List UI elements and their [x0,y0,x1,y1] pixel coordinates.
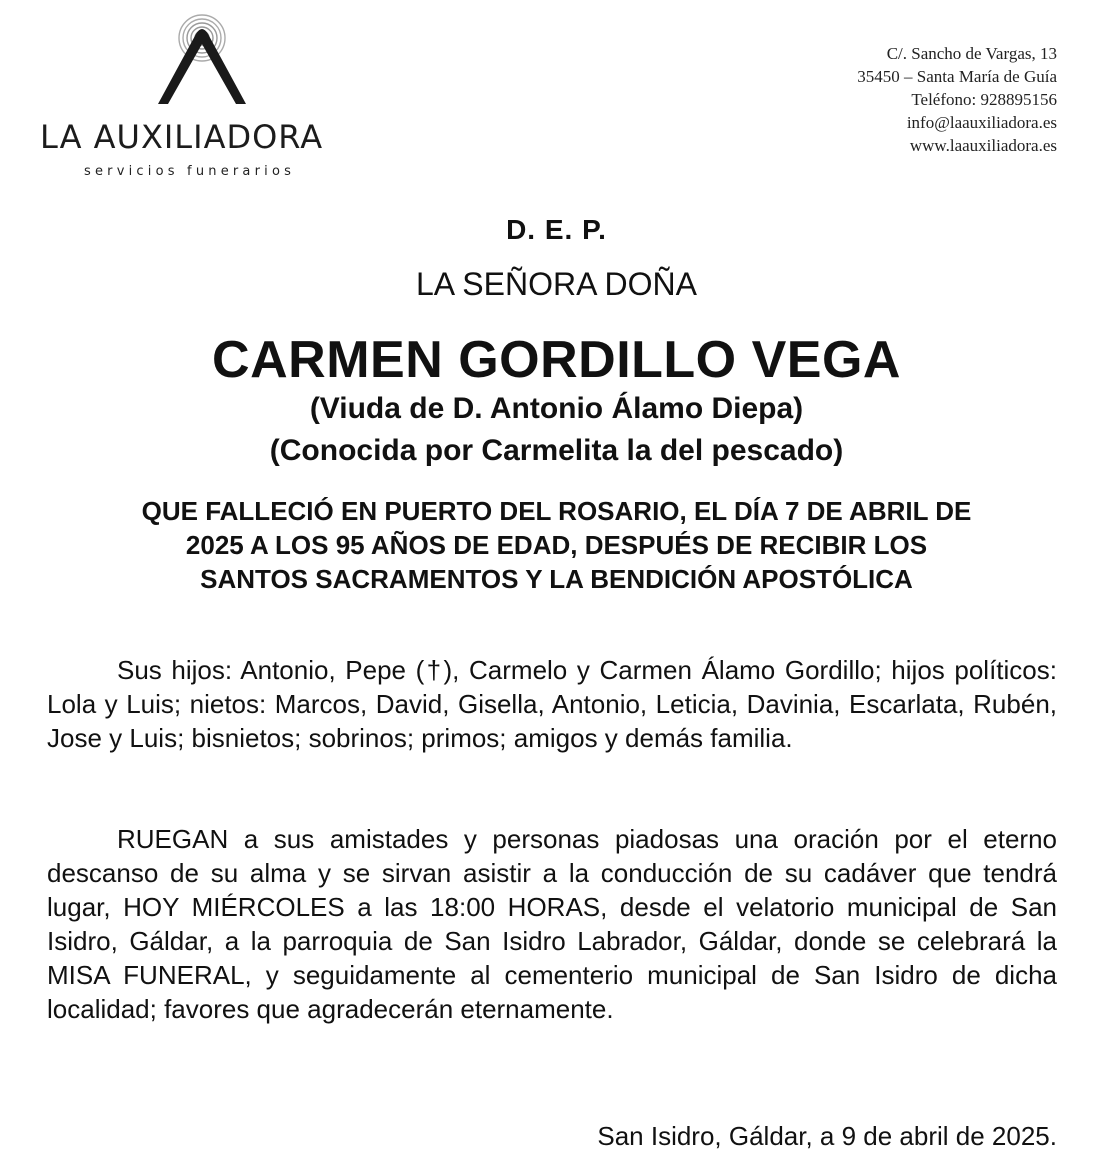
honorific-title: LA SEÑORA DOÑA [416,266,697,302]
deceased-name: CARMEN GORDILLO VEGA [212,331,901,389]
contact-block [857,42,1057,157]
place-and-date: San Isidro, Gáldar, a 9 de abril de 2025. [597,1121,1057,1151]
death-statement [60,494,1053,596]
death-line: 2025 A LOS 95 AÑOS DE EDAD, DESPUÉS DE RECIBIR LOS [185,530,928,560]
sun-over-arch-icon [152,12,252,112]
contact-phone: Teléfono: 928895156 [911,90,1057,109]
company-logo [40,12,370,179]
death-line: SANTOS SACRAMENTOS Y LA BENDICIÓN APOSTÓLICA [200,564,913,594]
widow-of: (Viuda de D. Antonio Álamo Diepa) [309,392,804,425]
death-line: QUE FALLECIÓ EN PUERTO DEL ROSARIO, EL DÍA 7 DE ABRIL DE [141,496,972,526]
company-name: LA AUXILIADORA [40,118,324,156]
dep-heading: D. E. P. [506,214,607,245]
contact-address: C/. Sancho de Vargas, 13 [886,44,1057,63]
known-as: (Conocida por Carmelita la del pescado) [269,434,844,467]
request-paragraph: RUEGAN a sus amistades y personas piadosas una oración por el eterno descanso de su alma y se sirvan asistir a la conducción de su cadáver que tendrá lugar, HOY MIÉRCOLES a las 18:00 HORAS, desde el velatorio municipal de San Isidro, Gáldar, a la parroquia de San Isidro Labrador, Gáldar, donde se celebrará la MISA FUNERAL, y seguidamente al cementerio municipal de San Isidro de dicha localidad; favores que agradecerán eternamente. [47,824,1057,1024]
contact-website: www.laauxiliadora.es [909,136,1057,155]
contact-email: info@laauxiliadora.es [906,113,1057,132]
contact-postal-city: 35450 – Santa María de Guía [857,67,1057,86]
company-tagline: servicios funerarios [84,164,296,179]
family-paragraph: Sus hijos: Antonio, Pepe (†), Carmelo y Carmen Álamo Gordillo; hijos políticos: Lola y Luis; nietos: Marcos, David, Gisella, Antonio, Leticia, Davinia, Escarlata, Rubén, Jose y Luis; bisnietos; sobrinos; primos; amigos y demás familia. [47,655,1057,753]
